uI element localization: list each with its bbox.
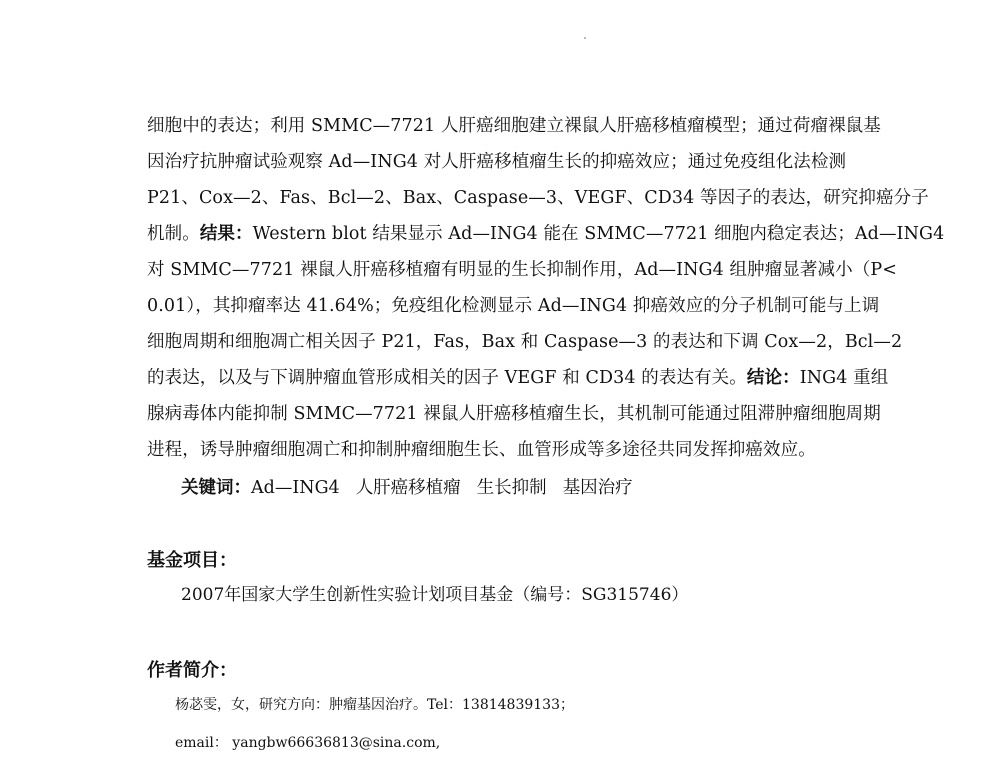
abstract-text: Western blot 结果显示 Ad—ING4 能在 SMMC—7721 细胞内稳定表达；Ad—ING4 bbox=[252, 224, 945, 244]
results-label: 结果： bbox=[199, 224, 253, 244]
keywords-label: 关键词： bbox=[181, 478, 251, 498]
keyword: Ad—ING4 bbox=[251, 478, 340, 498]
abstract-line: P21、Cox—2、Fas、Bcl—2、Bax、Caspase—3、VEGF、CD34 等因子的表达，研究抑癌分子 bbox=[147, 188, 929, 208]
abstract-line: 对 SMMC—7721 裸鼠人肝癌移植瘤有明显的生长抑制作用，Ad—ING4 组肿瘤显著减小（P< bbox=[147, 260, 897, 280]
fund-text: 2007年国家大学生创新性实验计划项目基金（编号：SG315746） bbox=[181, 585, 689, 605]
keywords-line bbox=[181, 470, 649, 506]
abstract-line bbox=[147, 216, 945, 252]
abstract-line: 细胞周期和细胞凋亡相关因子 P21，Fas，Bax 和 Caspase—3 的表达和下调 Cox—2，Bcl—2 bbox=[147, 332, 903, 352]
abstract-line: 腺病毒体内能抑制 SMMC—7721 裸鼠人肝癌移植瘤生长，其机制可能通过阻滞肿瘤细胞周期 bbox=[147, 404, 881, 424]
abstract-text: ING4 重组 bbox=[799, 368, 889, 388]
keyword: 生长抑制 bbox=[476, 478, 547, 498]
author-info: 杨苾雯，女，研究方向：肿瘤基因治疗。Tel：13814839133； bbox=[175, 697, 574, 713]
abstract-text: 机制。 bbox=[147, 224, 200, 244]
keyword: 人肝癌移植瘤 bbox=[355, 478, 461, 498]
abstract-text: 的表达，以及与下调肿瘤血管形成相关的因子 VEGF 和 CD34 的表达有关。 bbox=[147, 368, 747, 388]
abstract-line: 0.01），其抑瘤率达 41.64%；免疫组化检测显示 Ad—ING4 抑癌效应的分子机制可能与上调 bbox=[147, 296, 880, 316]
abstract-line: 细胞中的表达；利用 SMMC—7721 人肝癌细胞建立裸鼠人肝癌移植瘤模型；通过荷瘤裸鼠基 bbox=[147, 116, 881, 136]
author-email: email： yangbw66636813@sina.com, bbox=[175, 735, 441, 751]
abstract-line bbox=[147, 360, 889, 396]
abstract-body bbox=[147, 108, 945, 468]
fund-heading: 基金项目： bbox=[147, 550, 237, 571]
author-heading: 作者简介： bbox=[147, 660, 237, 681]
conclusion-label: 结论： bbox=[746, 368, 800, 388]
abstract-line: 进程，诱导肿瘤细胞凋亡和抑制肿瘤细胞生长、血管形成等多途径共同发挥抑癌效应。 bbox=[147, 440, 816, 460]
scan-speck bbox=[584, 37, 586, 39]
abstract-line: 因治疗抗肿瘤试验观察 Ad—ING4 对人肝癌移植瘤生长的抑癌效应；通过免疫组化法检测 bbox=[147, 152, 847, 172]
keyword: 基因治疗 bbox=[562, 478, 633, 498]
